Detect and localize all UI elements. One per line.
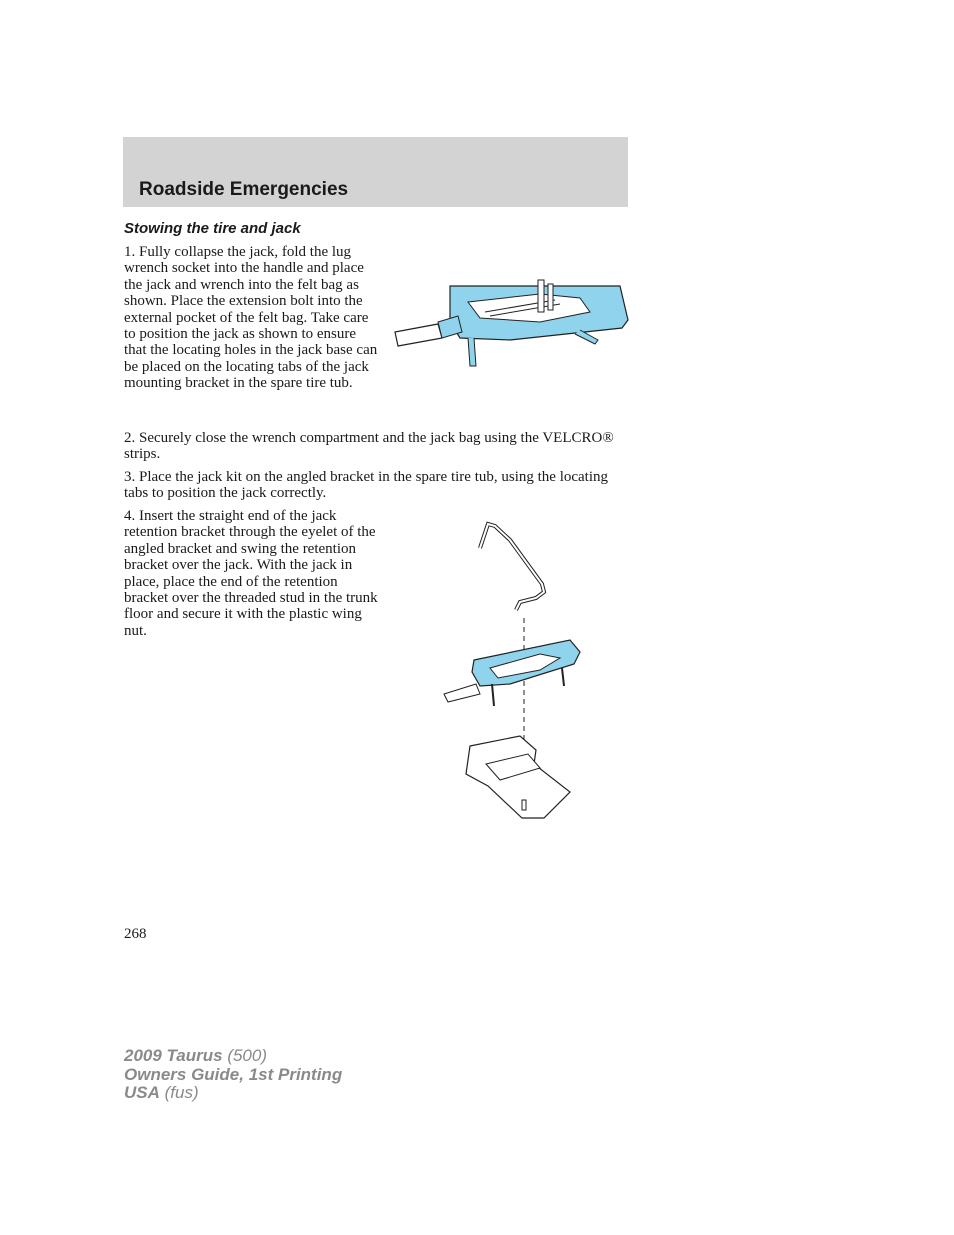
- footer-market: USA: [124, 1083, 160, 1102]
- footer-model: 2009 Taurus: [124, 1046, 223, 1065]
- retention-bracket-illustration: [440, 518, 590, 823]
- section-title: Roadside Emergencies: [139, 179, 349, 200]
- footer-market-code: (fus): [159, 1083, 199, 1102]
- section-header-band: [123, 137, 628, 207]
- footer-line-3: [124, 1084, 342, 1103]
- footer-line-1: [124, 1047, 342, 1066]
- footer-line-2: [124, 1066, 342, 1085]
- step-2-text: 2. Securely close the wrench compartment and the jack bag using the VELCRO® strips.: [124, 430, 614, 463]
- subheading: Stowing the tire and jack: [124, 220, 301, 237]
- footer-model-code: (500): [222, 1046, 268, 1065]
- document-footer: [124, 1047, 342, 1103]
- step-1-text: 1. Fully collapse the jack, fold the lug wrench socket into the handle and place the jack and wrench into the felt bag as shown. Place the extension bolt into the external pocket of the felt bag. Take care to position the jack as shown to ensure that the locating holes in the jack base can be placed on the locating tabs of the jack mounting bracket in the spare tire tub.: [124, 244, 378, 392]
- step-3-text: 3. Place the jack kit on the angled bracket in the spare tire tub, using the locating tabs to position the jack correctly.: [124, 469, 609, 502]
- step-4-text: 4. Insert the straight end of the jack retention bracket through the eyelet of the angled bracket and swing the retention bracket over the jack. With the jack in place, place the end of the retention bracket over the threaded stud in the trunk floor and secure it with the plastic wing nut.: [124, 508, 378, 639]
- jack-bag-illustration: [390, 272, 630, 372]
- footer-edition: Owners Guide, 1st Printing: [124, 1064, 343, 1084]
- page-number: 268: [124, 926, 147, 942]
